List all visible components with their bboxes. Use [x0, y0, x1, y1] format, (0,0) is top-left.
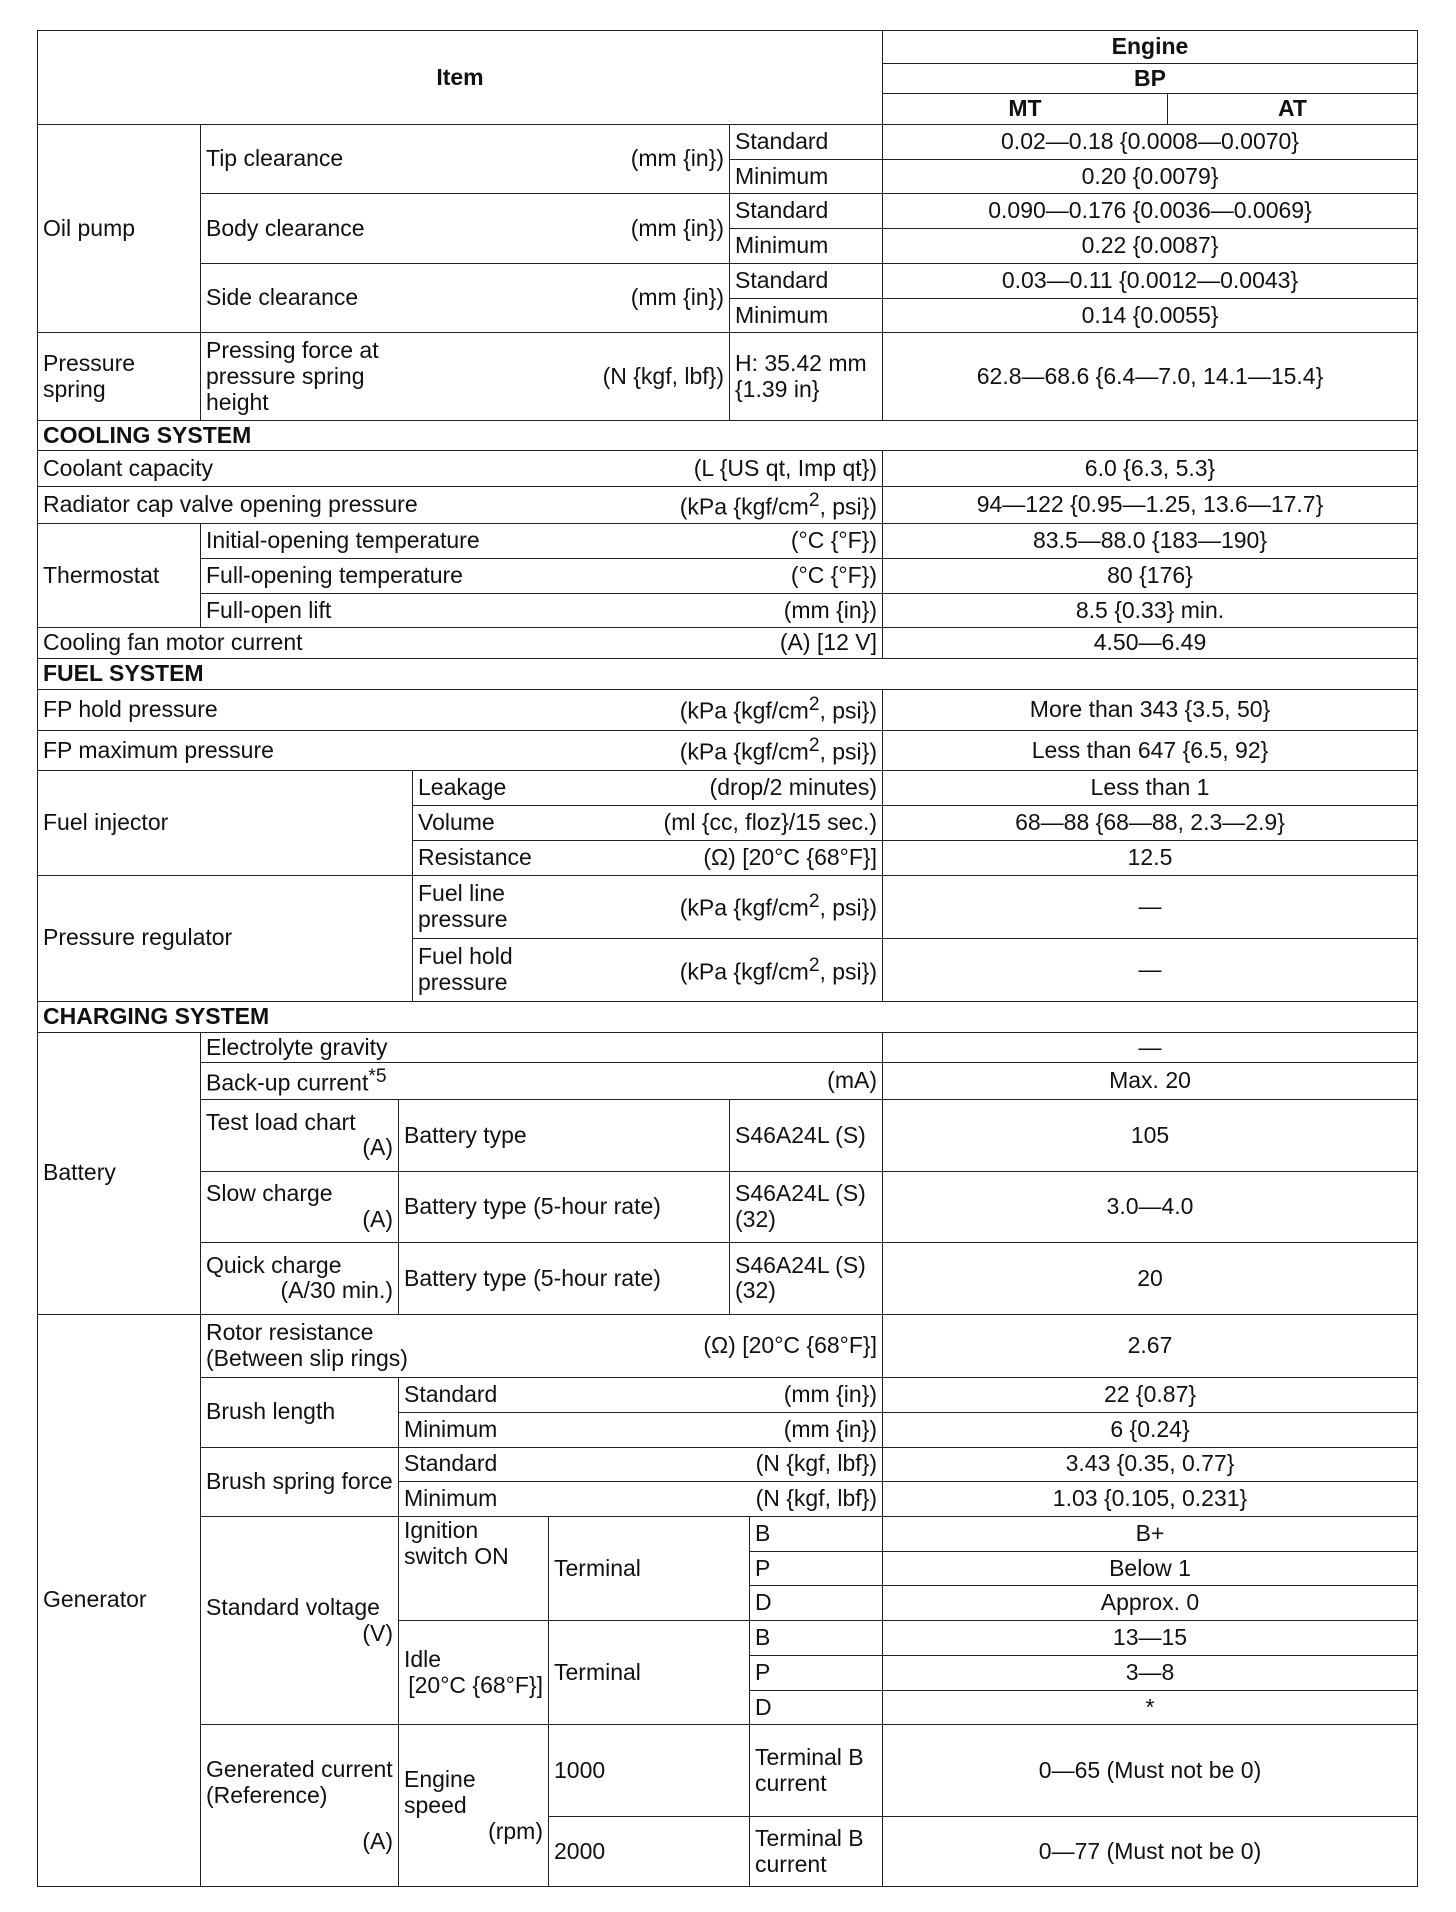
cooling-fan-value: 4.50—6.49 [883, 628, 1418, 659]
speed-1000: 1000 [549, 1725, 750, 1817]
ign-terminal-p: P [750, 1551, 883, 1586]
fuel-line-value: — [883, 875, 1418, 938]
pressure-spring-item: Pressing force at pressure spring height (N {kgf, lbf}) [201, 333, 730, 421]
test-battery-model: S46A24L (S) [730, 1100, 883, 1172]
brush-length-standard-value: 22 {0.87} [883, 1378, 1418, 1413]
injector-volume-value: 68—88 {68—88, 2.3—2.9} [883, 806, 1418, 841]
fuel-system-heading: FUEL SYSTEM [38, 659, 1418, 690]
pressure-spring-condition: H: 35.42 mm {1.39 in} [730, 333, 883, 421]
generated-current: Generated current (Reference) (A) [201, 1725, 399, 1887]
initial-opening-value: 83.5—88.0 {183—190} [883, 524, 1418, 559]
body-standard-value: 0.090—0.176 {0.0036—0.0069} [883, 194, 1418, 229]
brush-length-standard: Standard (mm {in}) [399, 1378, 883, 1413]
tip-clearance: Tip clearance (mm {in}) [201, 124, 730, 193]
tip-standard-value: 0.02—0.18 {0.0008—0.0070} [883, 124, 1418, 159]
slow-charge: Slow charge (A) [201, 1171, 399, 1243]
header-engine: Engine [883, 31, 1418, 64]
terminal-b-current-1000: Terminal B current [750, 1725, 883, 1817]
ignition-terminal: Terminal [549, 1516, 750, 1620]
full-open-lift: Full-open lift (mm {in}) [201, 593, 883, 628]
side-minimum: Minimum [730, 298, 883, 333]
brush-spring-standard-value: 3.43 {0.35, 0.77} [883, 1447, 1418, 1482]
side-standard: Standard [730, 263, 883, 298]
slow-charge-value: 3.0—4.0 [883, 1171, 1418, 1243]
injector-leakage-value: Less than 1 [883, 771, 1418, 806]
idle-terminal-d: D [750, 1690, 883, 1725]
ign-terminal-b-value: B+ [883, 1516, 1418, 1551]
full-open-lift-value: 8.5 {0.33} min. [883, 593, 1418, 628]
header-mt: MT [883, 94, 1168, 125]
cooling-fan-current: Cooling fan motor current (A) [12 V] [38, 628, 883, 659]
fp-hold-pressure: FP hold pressure (kPa {$kgf/cm^2$, psi}) [38, 689, 883, 730]
oil-pump-label: Oil pump [38, 124, 201, 332]
fp-maximum-value: Less than 647 {6.5, 92} [883, 730, 1418, 771]
battery-label: Battery [38, 1032, 201, 1314]
radiator-cap-pressure: Radiator cap valve opening pressure (kPa {$kgf/cm^2$, psi}) [38, 487, 883, 524]
brush-spring-minimum: Minimum (N {kgf, lbf}) [399, 1482, 883, 1517]
backup-current: Back-up current$^{*5}$ (mA) [201, 1063, 883, 1100]
injector-volume: Volume (ml {cc, floz}/15 sec.) [413, 806, 883, 841]
brush-length-minimum: Minimum (mm {in}) [399, 1412, 883, 1447]
generator-label: Generator [38, 1314, 201, 1886]
full-opening-value: 80 {176} [883, 558, 1418, 593]
quick-battery-type: Battery type (5-hour rate) [399, 1243, 730, 1315]
speed-2000: 2000 [549, 1817, 750, 1887]
generated-current-2000-value: 0—77 (Must not be 0) [883, 1817, 1418, 1887]
charging-system-heading: CHARGING SYSTEM [38, 1002, 1418, 1033]
test-battery-type: Battery type [399, 1100, 730, 1172]
injector-resistance-value: 12.5 [883, 840, 1418, 875]
side-clearance: Side clearance (mm {in}) [201, 263, 730, 332]
pressure-spring-value: 62.8—68.6 {6.4—7.0, 14.1—15.4} [883, 333, 1418, 421]
fp-hold-value: More than 343 {3.5, 50} [883, 689, 1418, 730]
engine-speed: Engine speed (rpm) [399, 1725, 549, 1887]
ign-terminal-d: D [750, 1586, 883, 1621]
initial-opening-temp: Initial-opening temperature (°C {°F}) [201, 524, 883, 559]
radiator-cap-value: 94—122 {0.95—1.25, 13.6—17.7} [883, 487, 1418, 524]
cooling-system-heading: COOLING SYSTEM [38, 421, 1418, 451]
rotor-resistance-value: 2.67 [883, 1314, 1418, 1377]
header-item: Item [38, 31, 883, 125]
idle-condition: Idle [20°C {68°F}] [399, 1621, 549, 1725]
thermostat-label: Thermostat [38, 524, 201, 628]
generated-current-1000-value: 0—65 (Must not be 0) [883, 1725, 1418, 1817]
coolant-capacity: Coolant capacity (L {US qt, Imp qt}) [38, 450, 883, 487]
ign-terminal-b: B [750, 1516, 883, 1551]
fuel-hold-pressure: Fuel hold pressure (kPa {$kgf/cm^2$, psi}) [413, 938, 883, 1001]
idle-terminal-d-value: * [883, 1690, 1418, 1725]
injector-leakage: Leakage (drop/2 minutes) [413, 771, 883, 806]
body-standard: Standard [730, 194, 883, 229]
header-engine-code: BP [883, 63, 1418, 94]
quick-battery-model: S46A24L (S) (32) [730, 1243, 883, 1315]
fuel-line-pressure: Fuel line pressure (kPa {$kgf/cm^2$, psi}) [413, 875, 883, 938]
ign-terminal-p-value: Below 1 [883, 1551, 1418, 1586]
brush-spring-minimum-value: 1.03 {0.105, 0.231} [883, 1482, 1418, 1517]
header-at: AT [1168, 94, 1418, 125]
terminal-b-current-2000: Terminal B current [750, 1817, 883, 1887]
brush-length-minimum-value: 6 {0.24} [883, 1412, 1418, 1447]
electrolyte-gravity: Electrolyte gravity [201, 1032, 883, 1063]
idle-terminal-b-value: 13—15 [883, 1621, 1418, 1656]
body-clearance: Body clearance (mm {in}) [201, 194, 730, 263]
brush-spring-standard: Standard (N {kgf, lbf}) [399, 1447, 883, 1482]
slow-battery-model: S46A24L (S) (32) [730, 1171, 883, 1243]
pressure-regulator-label: Pressure regulator [38, 875, 413, 1002]
fuel-injector-label: Fuel injector [38, 771, 413, 875]
test-load-value: 105 [883, 1100, 1418, 1172]
idle-terminal-b: B [750, 1621, 883, 1656]
full-opening-temp: Full-opening temperature (°C {°F}) [201, 558, 883, 593]
side-standard-value: 0.03—0.11 {0.0012—0.0043} [883, 263, 1418, 298]
specification-table [37, 30, 1418, 1887]
brush-length: Brush length [201, 1378, 399, 1447]
injector-resistance: Resistance (Ω) [20°C {68°F}] [413, 840, 883, 875]
pressure-spring-label: Pressure spring [38, 333, 201, 421]
test-load-chart: Test load chart (A) [201, 1100, 399, 1172]
idle-terminal: Terminal [549, 1621, 750, 1725]
fuel-hold-value: — [883, 938, 1418, 1001]
rotor-resistance: Rotor resistance (Between slip rings) (Ω) [20°C {68°F}] [201, 1314, 883, 1377]
quick-charge: Quick charge (A/30 min.) [201, 1243, 399, 1315]
idle-terminal-p: P [750, 1655, 883, 1690]
tip-standard: Standard [730, 124, 883, 159]
body-minimum-value: 0.22 {0.0087} [883, 229, 1418, 264]
fp-maximum-pressure: FP maximum pressure (kPa {$kgf/cm^2$, psi}) [38, 730, 883, 771]
idle-terminal-p-value: 3—8 [883, 1655, 1418, 1690]
quick-charge-value: 20 [883, 1243, 1418, 1315]
body-minimum: Minimum [730, 229, 883, 264]
tip-minimum-value: 0.20 {0.0079} [883, 159, 1418, 194]
coolant-capacity-value: 6.0 {6.3, 5.3} [883, 450, 1418, 487]
tip-minimum: Minimum [730, 159, 883, 194]
standard-voltage: Standard voltage (V) [201, 1516, 399, 1724]
ign-terminal-d-value: Approx. 0 [883, 1586, 1418, 1621]
slow-battery-type: Battery type (5-hour rate) [399, 1171, 730, 1243]
ignition-switch-on: Ignition switch ON [399, 1516, 549, 1620]
electrolyte-value: — [883, 1032, 1418, 1063]
side-minimum-value: 0.14 {0.0055} [883, 298, 1418, 333]
brush-spring-force: Brush spring force [201, 1447, 399, 1516]
backup-current-value: Max. 20 [883, 1063, 1418, 1100]
